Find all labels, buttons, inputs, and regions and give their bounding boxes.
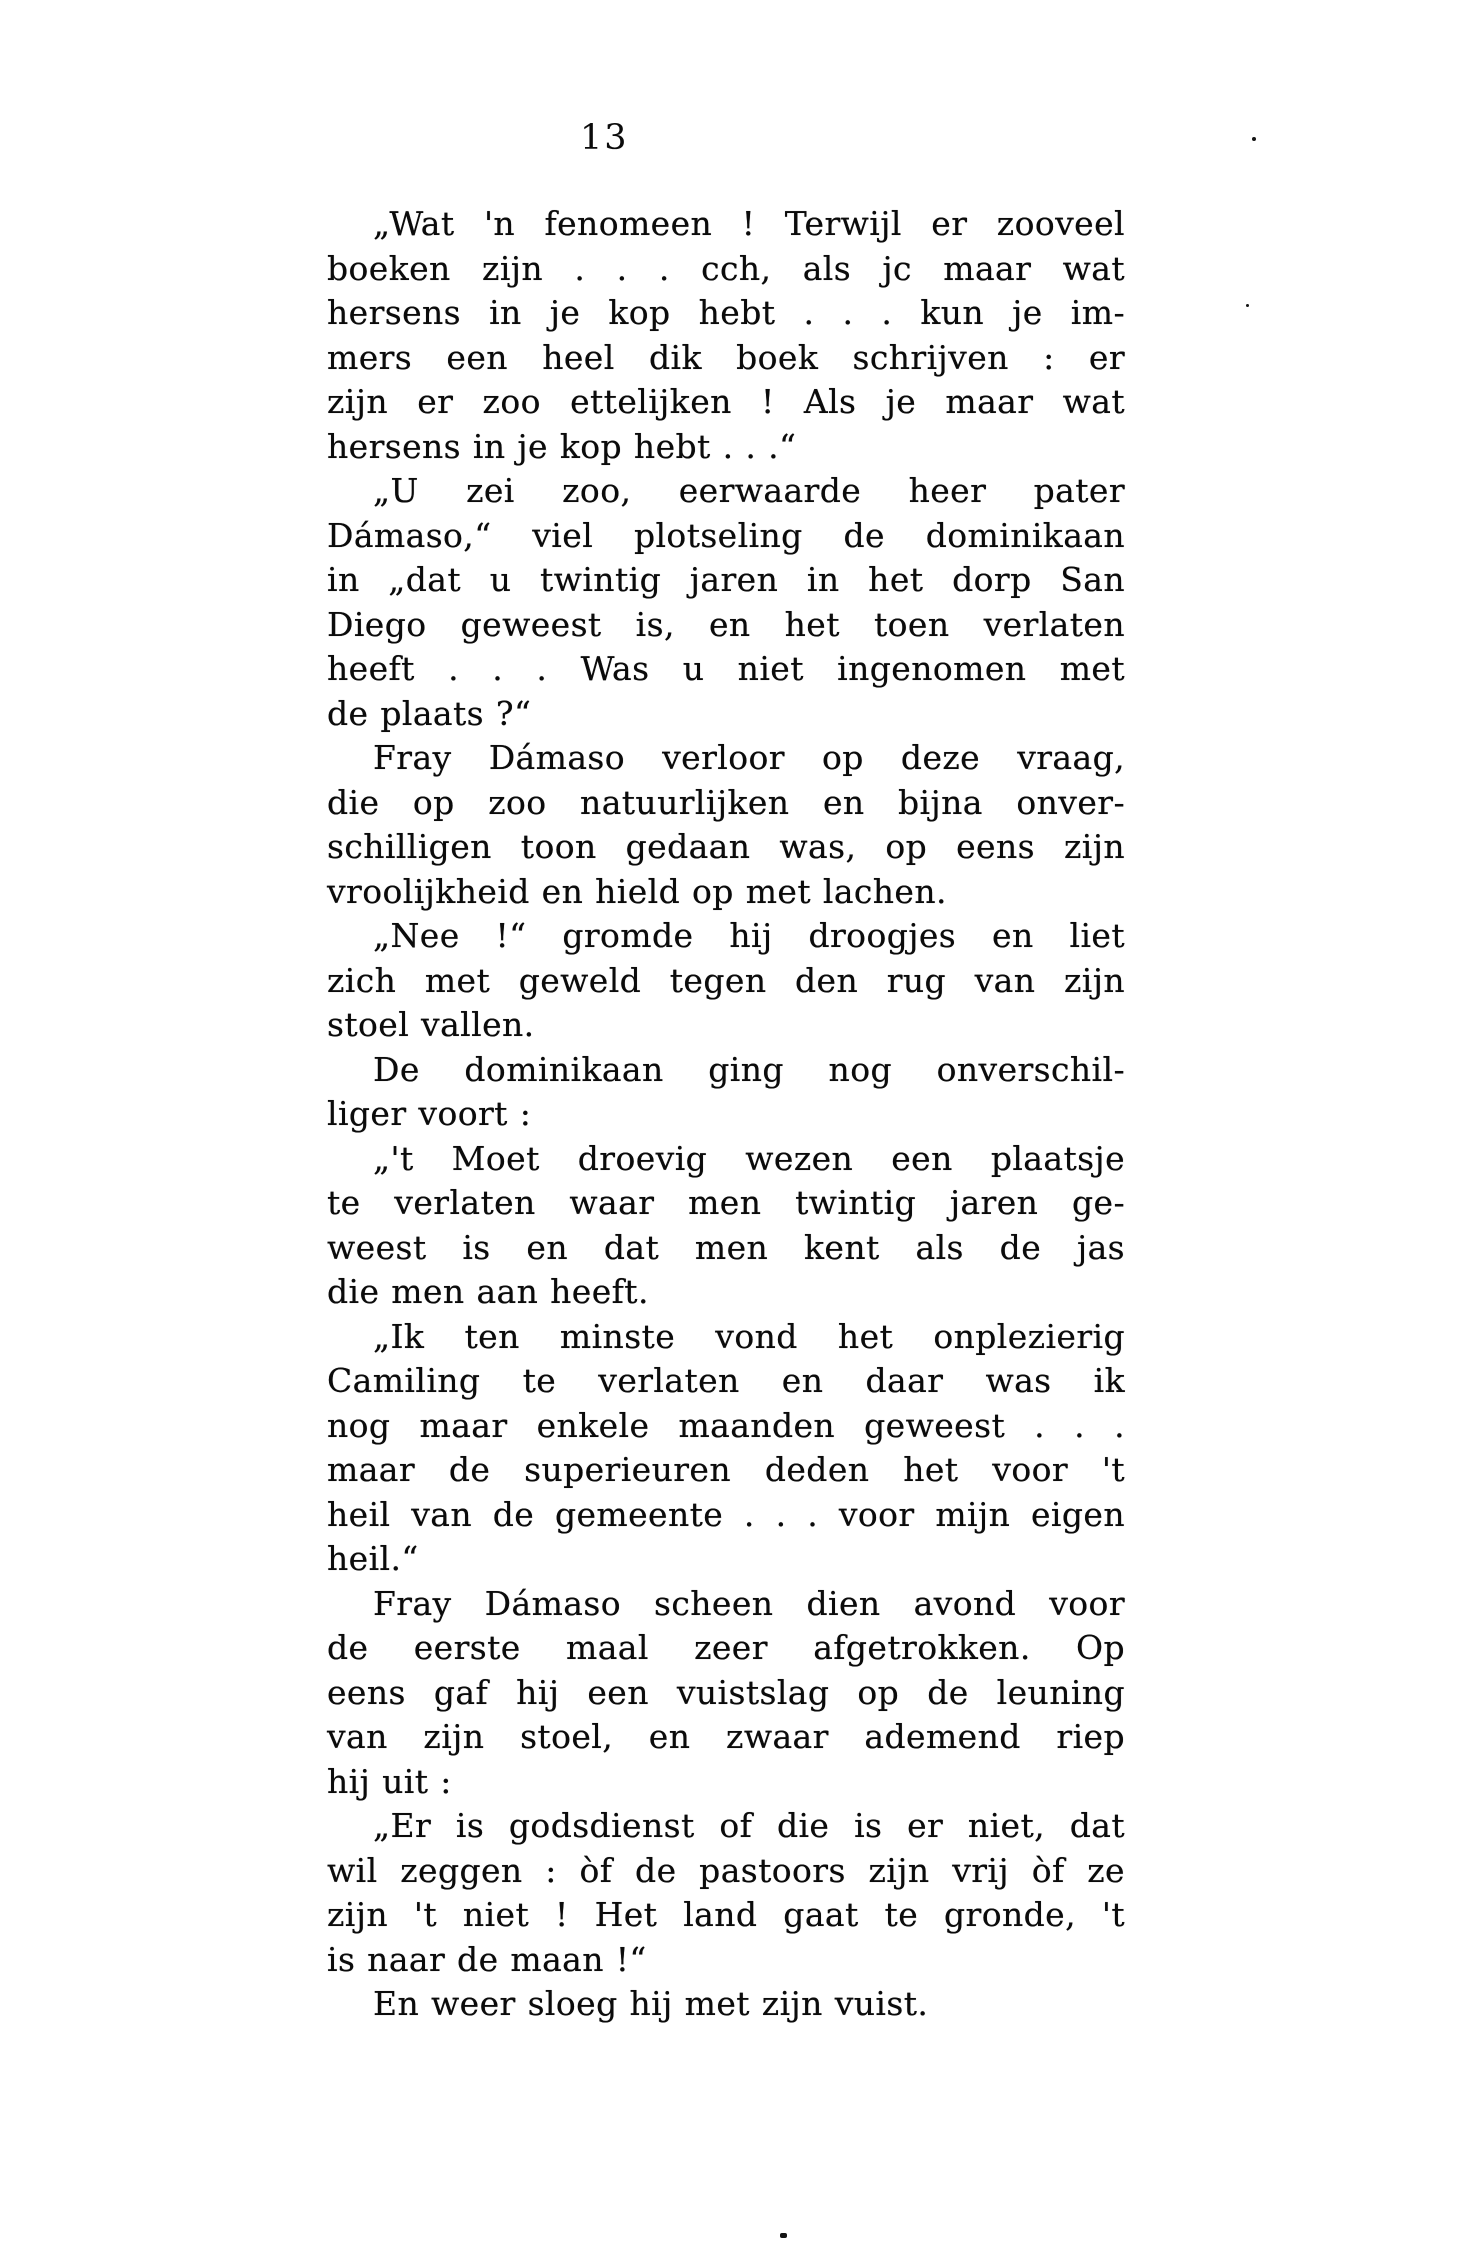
text-line: de plaats ?“ bbox=[327, 693, 532, 733]
text-line: van zijn stoel, en zwaar ademend riep bbox=[327, 1717, 1125, 1756]
text-line: nog maar enkele maanden geweest . . . bbox=[327, 1405, 1125, 1445]
text-line: zijn er zoo ettelijken ! Als je maar wat bbox=[327, 382, 1125, 421]
ink-speck bbox=[780, 2233, 787, 2238]
text-line: vroolijkheid en hield op met lachen. bbox=[327, 871, 947, 911]
ink-speck bbox=[1252, 137, 1256, 141]
text-line: in „dat u twintig jaren in het dorp San bbox=[327, 560, 1125, 599]
text-line: die op zoo natuurlijken en bijna onver- bbox=[327, 782, 1125, 822]
ink-speck bbox=[1246, 304, 1249, 307]
text-line: En weer sloeg hij met zijn vuist. bbox=[373, 1984, 929, 2023]
text-line: „Ik ten minste vond het onplezierig bbox=[373, 1316, 1125, 1356]
text-line: Fray Dámaso verloor op deze vraag, bbox=[373, 738, 1125, 777]
text-line: Camiling te verlaten en daar was ik bbox=[327, 1361, 1125, 1400]
text-line: de eerste maal zeer afgetrokken. Op bbox=[327, 1628, 1125, 1667]
text-line: heeft . . . Was u niet ingenomen met bbox=[327, 649, 1125, 688]
text-line: zich met geweld tegen den rug van zijn bbox=[327, 960, 1125, 1000]
text-line: „U zei zoo, eerwaarde heer pater bbox=[373, 471, 1125, 510]
text-line: liger voort : bbox=[327, 1094, 532, 1133]
text-line: mers een heel dik boek schrijven : er bbox=[327, 337, 1125, 377]
page-number: 13 bbox=[580, 118, 629, 158]
text-line: boeken zijn . . . cch, als jc maar wat bbox=[327, 248, 1125, 288]
text-line: wil zeggen : òf de pastoors zijn vrij òf ze bbox=[327, 1850, 1125, 1890]
text-line: weest is en dat men kent als de jas bbox=[327, 1227, 1125, 1267]
text-line: hij uit : bbox=[327, 1761, 452, 1801]
text-line: te verlaten waar men twintig jaren ge- bbox=[327, 1183, 1125, 1222]
text-line: hersens in je kop hebt . . .“ bbox=[327, 426, 797, 466]
text-line: Fray Dámaso scheen dien avond voor bbox=[373, 1583, 1125, 1623]
text-line: De dominikaan ging nog onverschil- bbox=[373, 1049, 1125, 1089]
text-line: hersens in je kop hebt . . . kun je im- bbox=[327, 293, 1125, 332]
text-line: maar de superieuren deden het voor 't bbox=[327, 1450, 1125, 1489]
text-line: is naar de maan !“ bbox=[327, 1939, 647, 1979]
text-line: heil van de gemeente . . . voor mijn eigen bbox=[327, 1494, 1125, 1534]
text-line: „Nee !“ gromde hij droogjes en liet bbox=[373, 916, 1125, 955]
text-line: Diego geweest is, en het toen verlaten bbox=[327, 604, 1125, 644]
text-line: „Er is godsdienst of die is er niet, dat bbox=[373, 1806, 1125, 1845]
text-line: Dámaso,“ viel plotseling de dominikaan bbox=[327, 515, 1125, 555]
text-line: „'t Moet droevig wezen een plaatsje bbox=[373, 1138, 1125, 1178]
text-block bbox=[327, 202, 1125, 2027]
text-line: schilligen toon gedaan was, op eens zijn bbox=[327, 827, 1125, 866]
text-line: die men aan heeft. bbox=[327, 1272, 649, 1311]
text-line: stoel vallen. bbox=[327, 1005, 535, 1044]
text-line: eens gaf hij een vuistslag op de leuning bbox=[327, 1672, 1125, 1712]
text-line: zijn 't niet ! Het land gaat te gronde, 't bbox=[327, 1895, 1125, 1934]
text-line: „Wat 'n fenomeen ! Terwijl er zooveel bbox=[373, 204, 1125, 243]
text-line: heil.“ bbox=[327, 1539, 419, 1578]
